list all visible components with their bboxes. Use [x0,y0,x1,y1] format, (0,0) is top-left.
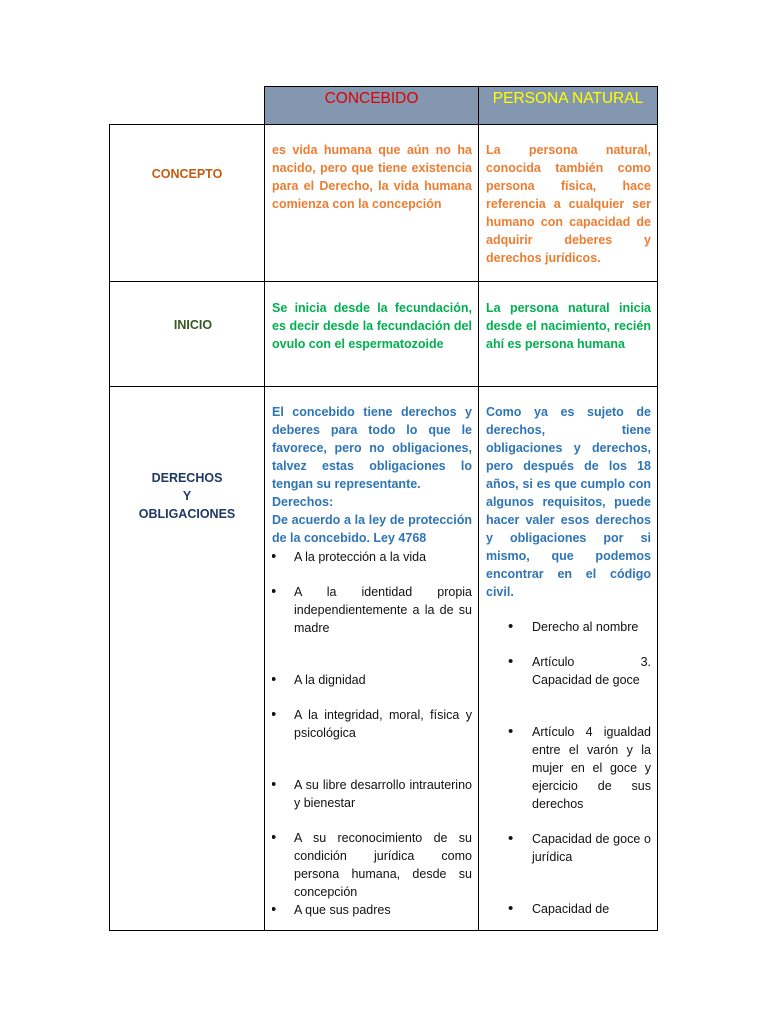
derechos-concebido-law: De acuerdo a la ley de protección de la concebido. Ley 4768 [272,513,472,545]
list-item: • A la identidad propia independientemente a la de su madre [272,583,472,637]
row-label-inicio [110,282,276,368]
concebido-rights-list [272,548,472,919]
list-item: • Derecho al nombre [486,618,651,636]
header-concebido-label: CONCEBIDO [324,90,419,107]
derechos-concebido-subtitle: Derechos: [272,495,334,509]
concepto-persona-text: La persona natural, conocida también como persona física, hace referencia a cualquier ser humano con capacidad de adquirir deberes y derechos jurídicos. [486,143,651,265]
list-item: • A la dignidad [272,671,472,689]
header-persona-label: PERSONA NATURAL [492,90,644,107]
derechos-label-line3: OBLIGACIONES [138,507,236,521]
concepto-label: CONCEPTO [151,166,223,181]
list-item: • A su reconocimiento de su condición jurídica como persona humana, desde su concepción [272,829,472,901]
list-item: • A la protección a la vida [272,548,472,566]
list-item: • A que sus padres [272,901,472,919]
derechos-label-line1: DERECHOS [151,471,223,485]
derechos-concebido-intro: El concebido tiene derechos y deberes para todo lo que le favorece, pero no obligaciones, talvez estas obligaciones lo tengan su representante. [272,405,472,491]
inicio-persona-text: La persona natural inicia desde el nacimiento, recién ahí es persona humana [486,301,651,351]
derechos-concebido-cell [272,403,472,929]
derechos-persona-cell [486,403,651,929]
persona-rights-list [486,618,651,918]
header-persona-natural [478,86,658,125]
inicio-label: INICIO [173,318,213,332]
concepto-concebido-text: es vida humana que aún no ha nacido, pero que tiene existencia para el Derecho, la vida humana comienza con la concepción [272,143,472,211]
list-item: • A la integridad, moral, física y psicológica [272,706,472,742]
row-label-derechos [110,468,264,524]
derechos-persona-intro: Como ya es sujeto de derechos, tiene obligaciones y derechos, pero después de los 18 años, si es que cumplo con algunos requisitos, puede hacer valer esos derechos y obligaciones por si mismo, que podemos encontrar en el código civil. [486,405,651,599]
derechos-label-line2: Y [182,489,192,503]
inicio-concebido-text: Se inicia desde la fecundación, es decir desde la fecundación del ovulo con el espermatozoide [272,301,472,351]
list-item: • Capacidad de [486,900,651,918]
header-concebido [264,86,479,125]
list-item: • Artículo 4 igualdad entre el varón y la mujer en el goce y ejercicio de sus derechos [486,723,651,813]
list-item: • Capacidad de goce o jurídica [486,830,651,866]
list-item: • A su libre desarrollo intrauterino y bienestar [272,776,472,812]
row-label-concepto [110,125,264,222]
list-item: • Artículo 3. Capacidad de goce [486,653,651,689]
